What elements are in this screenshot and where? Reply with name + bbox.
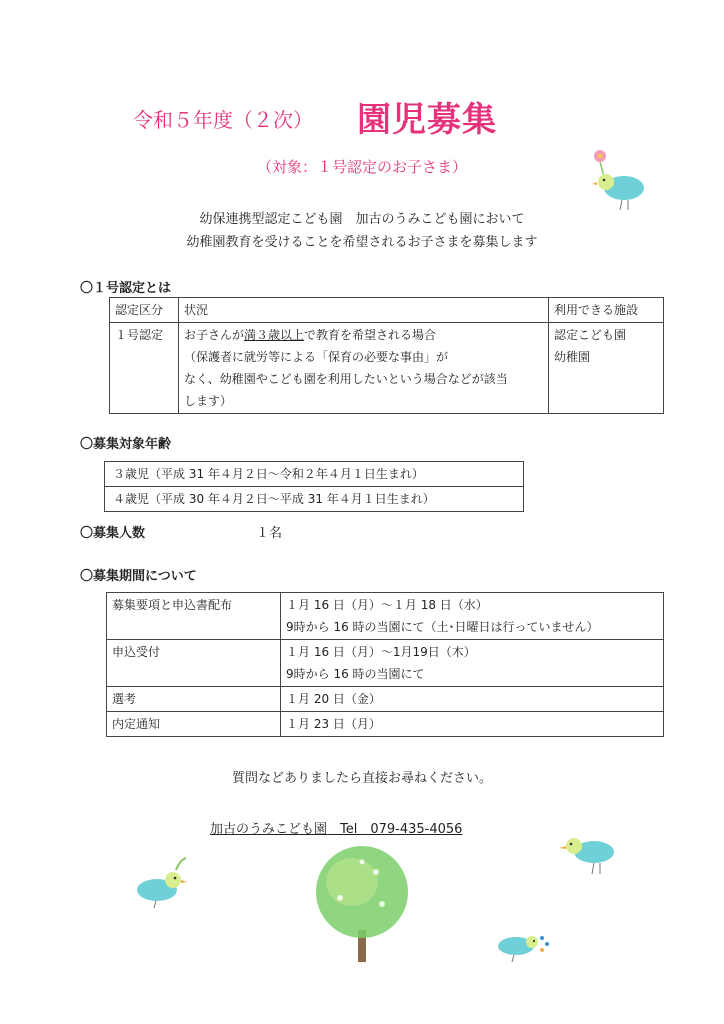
table-row — [107, 687, 664, 712]
header-facilities: 利用できる施設 — [549, 298, 664, 323]
bird-illustration — [494, 928, 554, 964]
table-row — [107, 640, 664, 687]
section-heading-period: 〇募集期間について — [80, 569, 197, 584]
facility-item: 認定こども園 — [554, 328, 627, 342]
closing-text: 質問などありましたら直接お尋ねください。 — [231, 771, 492, 786]
table-row — [107, 593, 664, 640]
title-prefix: 令和５年度（２次） — [133, 108, 313, 132]
status-line: します） — [184, 394, 233, 408]
age-row-4: ４歳児（平成 30 年４月２日～平成 31 年４月１日生まれ） — [105, 487, 524, 512]
period-line: 9時から 16 時の当園にて（土･日曜日は行っていません） — [286, 620, 599, 634]
section-heading-capacity: 〇募集人数 — [80, 526, 146, 541]
bird-illustration — [556, 832, 620, 878]
bird-illustration — [132, 852, 192, 910]
period-value: １月 20 日（金） — [281, 687, 664, 712]
status-line: （保護者に就労等による「保育の必要な事由」が — [184, 350, 449, 364]
period-label: 募集要項と申込書配布 — [107, 593, 281, 640]
table-row — [107, 712, 664, 737]
cell-facilities — [549, 323, 664, 414]
capacity-value: １名 — [256, 526, 283, 541]
period-label: 選考 — [107, 687, 281, 712]
header-category: 認定区分 — [110, 298, 179, 323]
period-value: １月 23 日（月） — [281, 712, 664, 737]
period-label: 申込受付 — [107, 640, 281, 687]
period-table — [106, 592, 664, 737]
period-value — [281, 640, 664, 687]
ages-table — [104, 461, 524, 512]
section-heading-ages: 〇募集対象年齢 — [80, 437, 172, 452]
subtitle: （対象：１号認定のお子さま） — [256, 158, 467, 176]
period-value — [281, 593, 664, 640]
intro-line-1: 幼保連携型認定こども園 加古のうみこども園において — [199, 212, 525, 227]
tree-illustration — [310, 842, 414, 966]
table-row — [110, 323, 664, 414]
period-line: 9時から 16 時の当園にて — [286, 667, 425, 681]
facility-item: 幼稚園 — [554, 350, 591, 364]
cell-category: １号認定 — [110, 323, 179, 414]
page-title: 園児募集 — [357, 100, 497, 140]
age-row-3: ３歳児（平成 31 年４月２日～令和２年４月１日生まれ） — [105, 462, 524, 487]
intro-line-2: 幼稚園教育を受けることを希望されるお子さまを募集します — [186, 235, 538, 250]
period-line: １月 16 日（月）～1月19日（木） — [286, 645, 476, 659]
period-line: １月 16 日（月）～１月 18 日（水） — [286, 598, 488, 612]
table-row — [105, 462, 524, 487]
period-label: 内定通知 — [107, 712, 281, 737]
cell-status — [179, 323, 549, 414]
table-header-row — [110, 298, 664, 323]
status-line: お子さんが満３歳以上で教育を希望される場合 — [184, 328, 437, 342]
section-heading-certification: 〇１号認定とは — [80, 281, 172, 296]
header-status: 状況 — [179, 298, 549, 323]
table-row — [105, 487, 524, 512]
status-line: なく、幼稚園やこども園を利用したいという場合などが該当 — [184, 372, 508, 386]
contact-info: 加古のうみこども園 Tel 079-435-4056 — [210, 822, 463, 837]
certification-table — [109, 297, 664, 414]
bird-flower-illustration — [586, 146, 650, 216]
